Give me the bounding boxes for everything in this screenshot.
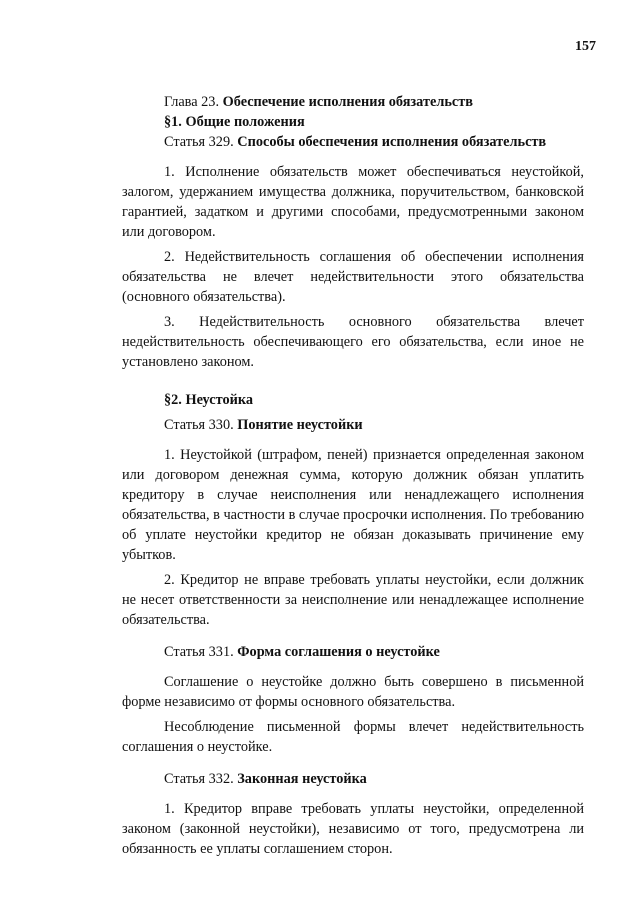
article-prefix: Статья 329. (164, 134, 234, 150)
article-title: Форма соглашения о неустойке (237, 644, 440, 660)
page-number: 157 (575, 39, 596, 54)
chapter-prefix: Глава 23. (164, 94, 220, 110)
article-prefix: Статья 330. (164, 417, 234, 433)
paragraph: 2. Кредитор не вправе требовать уплаты неустойки, если должник не несет ответственности за неисполнение или ненадлежащее исполнение обязательства. (122, 572, 584, 628)
document-body (122, 92, 584, 859)
chapter-heading (122, 92, 584, 112)
article-title: Законная неустойка (237, 771, 367, 787)
paragraph: 3. Недействительность основного обязательства влечет недействительность обеспечивающего его обязательства, если иное не установлено законом. (122, 314, 584, 370)
paragraph: 1. Неустойкой (штрафом, пеней) признается определенная законом или договором денежная сумма, которую должник обязан уплатить кредитору в случае неисполнения или ненадлежащего исполнения обязательства, в частности в случае просрочки исполнения. По требованию об уплате неустойки кредитор не обязан доказывать причинение ему убытков. (122, 447, 584, 563)
paragraph: Несоблюдение письменной формы влечет недействительность соглашения о неустойке. (122, 719, 584, 755)
paragraph: Соглашение о неустойке должно быть совершено в письменной форме независимо от формы основного обязательства. (122, 674, 584, 710)
article-heading (122, 132, 584, 152)
paragraph: 1. Кредитор вправе требовать уплаты неустойки, определенной законом (законной неустойки), независимо от того, предусмотрена ли обязанность ее уплаты соглашением сторон. (122, 801, 584, 857)
section-title: §1. Общие положения (164, 114, 305, 130)
paragraph: 1. Исполнение обязательств может обеспечиваться неустойкой, залогом, удержанием имущества должника, поручительством, банковской гарантией, задатком и другими способами, предусмотренными законом или договором. (122, 164, 584, 240)
article-heading (122, 415, 584, 435)
article-title: Понятие неустойки (237, 417, 363, 433)
article-heading (122, 642, 584, 662)
section-title: §2. Неустойка (164, 392, 253, 408)
article-title: Способы обеспечения исполнения обязательств (237, 134, 547, 150)
paragraph: 2. Недействительность соглашения об обеспечении исполнения обязательства не влечет недействительности этого обязательства (основного обязательства). (122, 249, 584, 305)
section-heading (122, 390, 584, 410)
article-prefix: Статья 332. (164, 771, 234, 787)
section-heading (122, 112, 584, 132)
article-prefix: Статья 331. (164, 644, 234, 660)
article-heading (122, 769, 584, 789)
chapter-title: Обеспечение исполнения обязательств (222, 94, 473, 110)
